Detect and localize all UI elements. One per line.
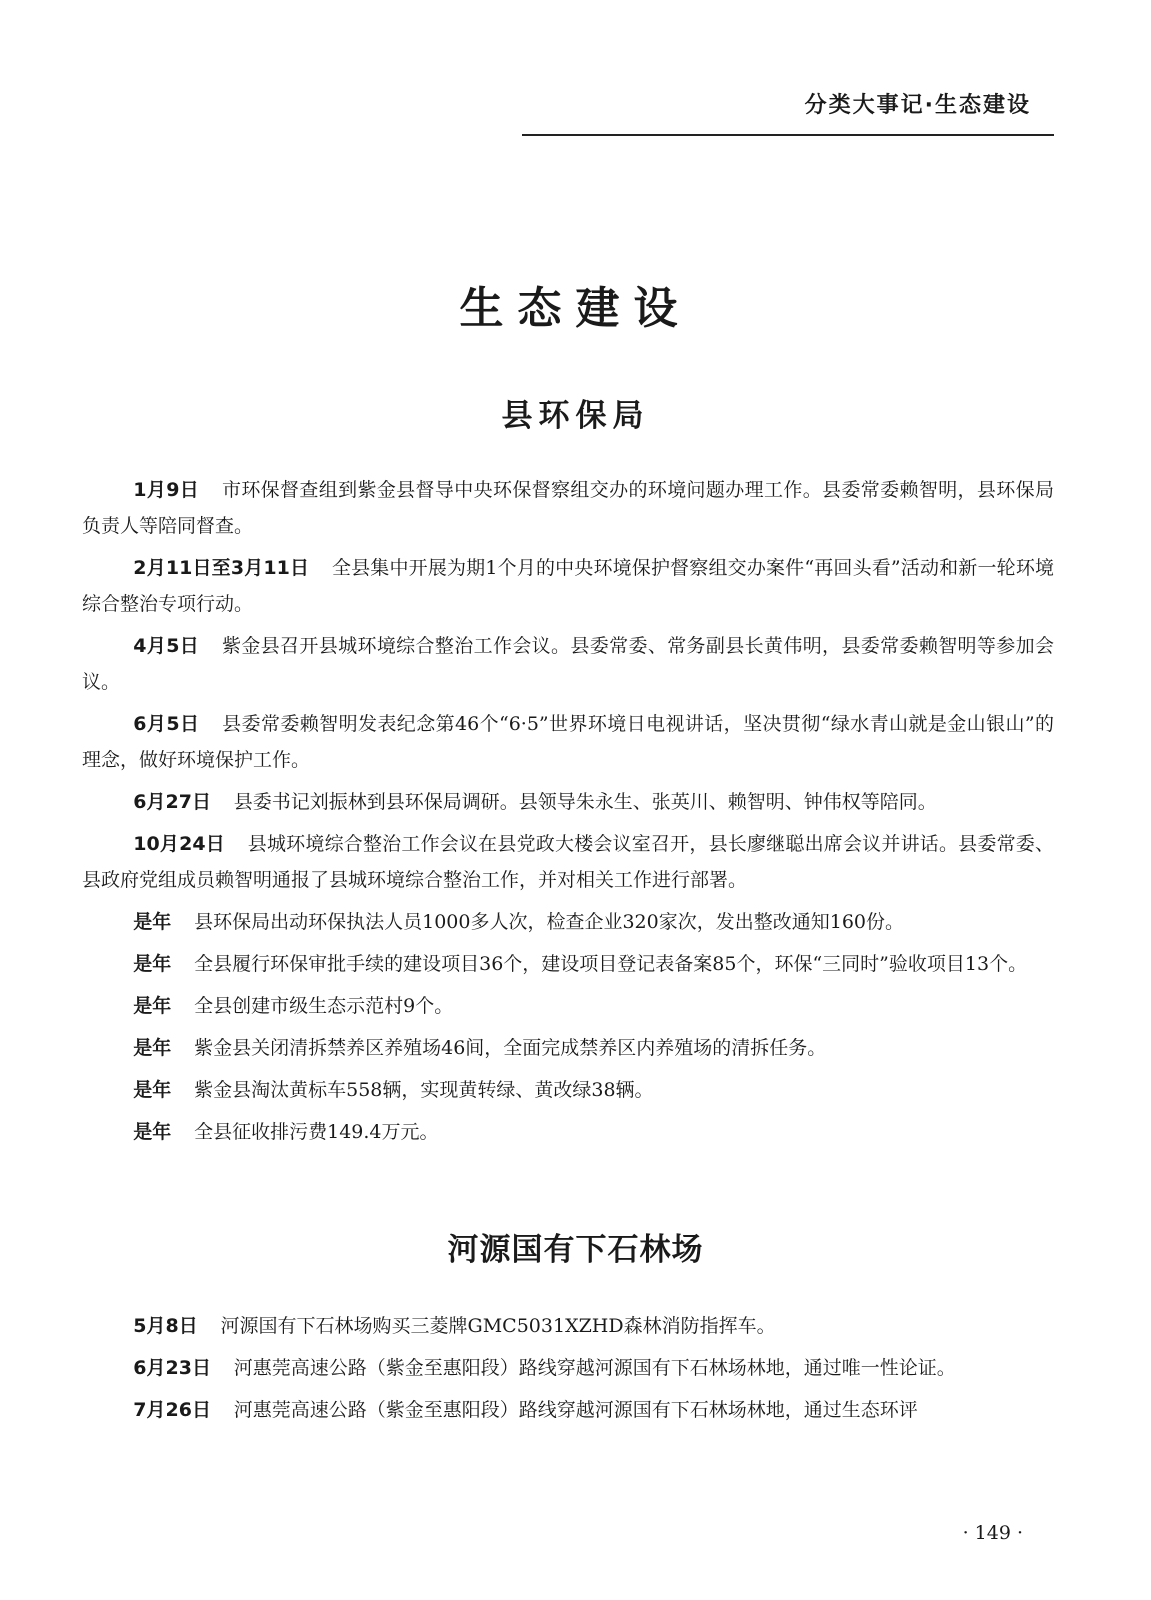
entry-text: 县环保局出动环保执法人员1000多人次，检查企业320家次，发出整改通知160份。 bbox=[194, 911, 904, 933]
entry bbox=[82, 784, 1054, 820]
entry bbox=[82, 1392, 1054, 1428]
entry-date: 6月5日 bbox=[133, 713, 200, 735]
running-head: 分类大事记·生态建设 bbox=[804, 93, 1031, 118]
entry-text: 全县履行环保审批手续的建设项目36个，建设项目登记表备案85个，环保“三同时”验收项目13个。 bbox=[194, 953, 1028, 975]
entry-text: 紫金县召开县城环境综合整治工作会议。县委常委、常务副县长黄伟明，县委常委赖智明等参加会议。 bbox=[82, 635, 1054, 693]
entry bbox=[82, 988, 1054, 1024]
entry-date: 4月5日 bbox=[133, 635, 200, 657]
entry-text: 市环保督查组到紫金县督导中央环保督察组交办的环境问题办理工作。县委常委赖智明，县环保局负责人等陪同督查。 bbox=[82, 479, 1054, 537]
entry bbox=[82, 706, 1054, 778]
entry-text: 县委常委赖智明发表纪念第46个“6·5”世界环境日电视讲话，坚决贯彻“绿水青山就是金山银山”的理念，做好环境保护工作。 bbox=[82, 713, 1054, 771]
entry-text: 县城环境综合整治工作会议在县党政大楼会议室召开，县长廖继聪出席会议并讲话。县委常委、县政府党组成员赖智明通报了县城环境综合整治工作，并对相关工作进行部署。 bbox=[82, 833, 1054, 891]
entry bbox=[82, 628, 1054, 700]
page-title: 生态建设 bbox=[459, 283, 692, 334]
entry bbox=[82, 1350, 1054, 1386]
entry-list-environmental-bureau bbox=[82, 472, 1054, 1156]
entry-date: 是年 bbox=[133, 995, 172, 1017]
entry-text: 河惠莞高速公路（紫金至惠阳段）路线穿越河源国有下石林场林地，通过生态环评 bbox=[233, 1399, 918, 1421]
entry-date: 7月26日 bbox=[133, 1399, 211, 1421]
entry-date: 是年 bbox=[133, 1037, 172, 1059]
entry-text: 紫金县淘汰黄标车558辆，实现黄转绿、黄改绿38辆。 bbox=[194, 1079, 654, 1101]
entry-text: 河源国有下石林场购买三菱牌GMC5031XZHD森林消防指挥车。 bbox=[220, 1315, 776, 1337]
entry-date: 是年 bbox=[133, 1079, 172, 1101]
entry-text: 全县集中开展为期1个月的中央环境保护督察组交办案件“再回头看”活动和新一轮环境综合整治专项行动。 bbox=[82, 557, 1054, 615]
entry-date: 2月11日至3月11日 bbox=[133, 557, 310, 579]
entry-date: 6月27日 bbox=[133, 791, 211, 813]
entry-date: 6月23日 bbox=[133, 1357, 211, 1379]
entry bbox=[82, 1030, 1054, 1066]
entry bbox=[82, 472, 1054, 544]
entry bbox=[82, 1308, 1054, 1344]
entry bbox=[82, 826, 1054, 898]
section-title-environmental-bureau: 县环保局 bbox=[501, 398, 650, 434]
entry-text: 紫金县关闭清拆禁养区养殖场46间，全面完成禁养区内养殖场的清拆任务。 bbox=[194, 1037, 827, 1059]
entry-date: 10月24日 bbox=[133, 833, 225, 855]
entry bbox=[82, 550, 1054, 622]
entry-text: 全县征收排污费149.4万元。 bbox=[194, 1121, 439, 1143]
entry-date: 是年 bbox=[133, 953, 172, 975]
page-number: · 149 · bbox=[962, 1522, 1023, 1544]
entry-text: 全县创建市级生态示范村9个。 bbox=[194, 995, 454, 1017]
entry-date: 是年 bbox=[133, 1121, 172, 1143]
header-rule bbox=[522, 134, 1054, 136]
entry bbox=[82, 1072, 1054, 1108]
entry-date: 1月9日 bbox=[133, 479, 200, 501]
entry-date: 5月8日 bbox=[133, 1315, 198, 1337]
section-title-forest-farm: 河源国有下石林场 bbox=[447, 1232, 704, 1268]
entry bbox=[82, 1114, 1054, 1150]
entry bbox=[82, 904, 1054, 940]
entry-list-forest-farm bbox=[82, 1308, 1054, 1434]
entry-date: 是年 bbox=[133, 911, 172, 933]
entry-text: 河惠莞高速公路（紫金至惠阳段）路线穿越河源国有下石林场林地，通过唯一性论证。 bbox=[233, 1357, 956, 1379]
entry bbox=[82, 946, 1054, 982]
entry-text: 县委书记刘振林到县环保局调研。县领导朱永生、张英川、赖智明、钟伟权等陪同。 bbox=[233, 791, 937, 813]
